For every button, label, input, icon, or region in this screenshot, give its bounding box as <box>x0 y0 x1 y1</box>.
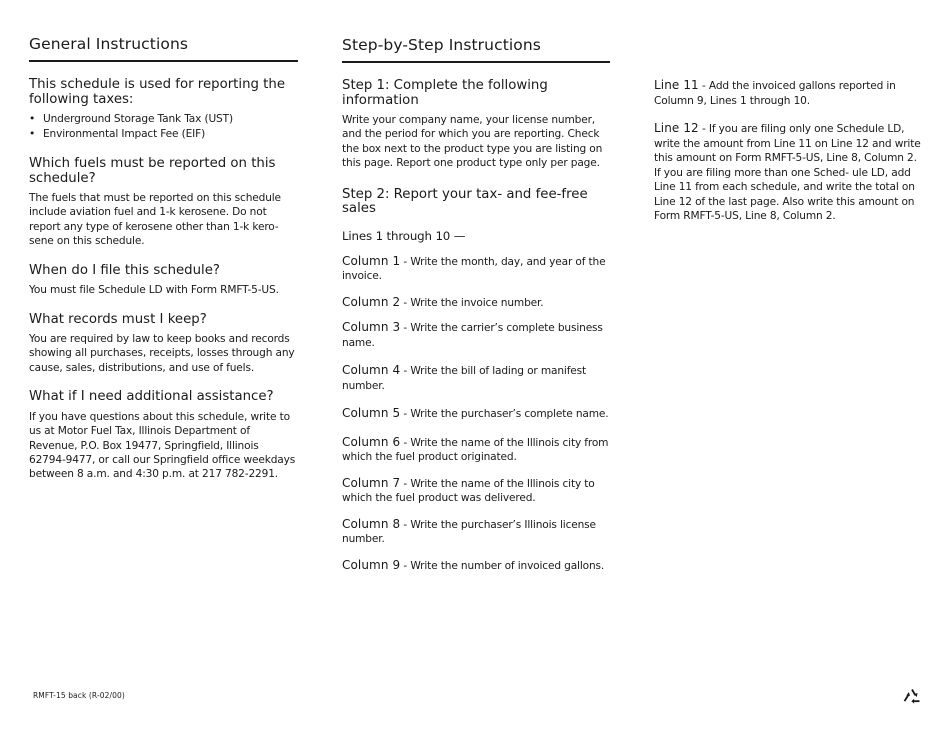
step2-heading: Step 2: Report your tax- and fee-free sales <box>342 186 588 217</box>
assistance-heading: What if I need additional assistance? <box>29 389 274 405</box>
which-fuels-text: The fuels that must be reported on this schedule include aviation fuel and 1-k kerosene. Do not report any type of kerosene other than 1-k kero- sene on this schedule. <box>29 192 281 248</box>
line-instructions-column <box>654 78 922 224</box>
list-item: • Underground Storage Tank Tax (UST) <box>29 112 298 127</box>
column-text: - Write the name of the Illinois city to which the fuel product was delivered. <box>342 477 595 505</box>
column-text: - Write the invoice number. <box>400 296 544 309</box>
column-instruction <box>342 254 610 284</box>
column-label: Column 7 <box>342 475 401 490</box>
line-instruction <box>654 78 922 108</box>
form-code: RMFT-15 back (R-02/00) <box>33 691 125 700</box>
column-instruction <box>342 476 610 506</box>
step2-section <box>342 188 610 574</box>
line-text: - If you are filing only one Schedule LD, write the amount from Line 11 on Line 12 and write this amount on Form RMFT-5-US, Line 8, Column 2. If you are filing more than one Sched- ule LD, add Line 11 from each schedule, and write the total on Line 12 of the last page. Also write this amount on Form RMFT-5-US, Line 8, Column 2. <box>654 123 921 222</box>
column-text: - Write the name of the Illinois city from which the fuel product originated. <box>342 436 609 464</box>
when-file-text: You must file Schedule LD with Form RMFT-5-US. <box>29 284 279 297</box>
tax-list <box>29 112 298 142</box>
records-section <box>29 313 298 376</box>
column-text: - Write the purchaser’s Illinois license number. <box>342 518 596 546</box>
column-text: - Write the number of invoiced gallons. <box>400 559 605 572</box>
general-instructions-column <box>29 0 298 482</box>
lines-label: Lines 1 through 10 — <box>342 228 466 243</box>
column-label: Column 4 <box>342 363 401 378</box>
column-instruction <box>342 406 610 422</box>
records-heading: What records must I keep? <box>29 311 207 327</box>
column-text: - Write the purchaser’s complete name. <box>400 408 609 421</box>
line-label: Line 11 <box>654 78 699 92</box>
column-label: Column 6 <box>342 434 401 449</box>
column-text: - Write the carrier’s complete business name. <box>342 322 603 349</box>
line-label: Line 12 <box>654 121 699 135</box>
line-text: - Add the invoiced gallons reported in Column 9, Lines 1 through 10. <box>654 80 896 107</box>
column-label: Column 1 <box>342 253 401 268</box>
step1-text: Write your company name, your license number, and the period for which you are reporting. Check the box next to the product type you are listing on this page. Report one product type only per page. <box>342 114 603 170</box>
when-file-heading: When do I file this schedule? <box>29 262 220 278</box>
line-instruction <box>654 121 922 224</box>
column-text: - Write the month, day, and year of the invoice. <box>342 255 606 283</box>
column-label: Column 2 <box>342 294 401 309</box>
column-instruction <box>342 435 610 465</box>
records-text: You are required by law to keep books and records showing all purchases, receipts, losses through any cause, sales, distributions, and use of fuels. <box>29 333 295 374</box>
column-instruction <box>342 295 610 311</box>
general-instructions-title: General Instructions <box>29 35 298 62</box>
step-instructions-column <box>342 0 610 573</box>
which-fuels-heading: Which fuels must be reported on this schedule? <box>29 156 276 186</box>
assistance-text: If you have questions about this schedule, write to us at Motor Fuel Tax, Illinois Department of Revenue, P.O. Box 19477, Springfield, Illinois 62794-9477, or call our Springfield office weekdays between 8 a.m. and 4:30 p.m. at 217 782-2291. <box>29 410 296 481</box>
column-label: Column 8 <box>342 516 401 531</box>
step1-section <box>342 79 610 171</box>
step1-heading: Step 1: Complete the following information <box>342 78 548 108</box>
column-label: Column 9 <box>342 557 401 572</box>
recycle-icon <box>902 687 922 707</box>
column-label: Column 5 <box>342 406 401 421</box>
when-file-section <box>29 264 298 298</box>
column-instruction <box>342 558 610 574</box>
step-instructions-title: Step-by-Step Instructions <box>342 36 610 63</box>
list-item: • Environmental Impact Fee (EIF) <box>29 127 298 142</box>
column-label: Column 3 <box>342 320 401 335</box>
purpose-heading: This schedule is used for reporting the following taxes: <box>29 77 285 107</box>
column-instruction <box>342 363 610 393</box>
assistance-section <box>29 390 298 482</box>
column-text: - Write the bill of lading or manifest number. <box>342 365 587 392</box>
which-fuels-section <box>29 157 298 249</box>
purpose-section <box>29 78 298 142</box>
column-instruction <box>342 320 610 350</box>
column-instruction <box>342 517 610 547</box>
